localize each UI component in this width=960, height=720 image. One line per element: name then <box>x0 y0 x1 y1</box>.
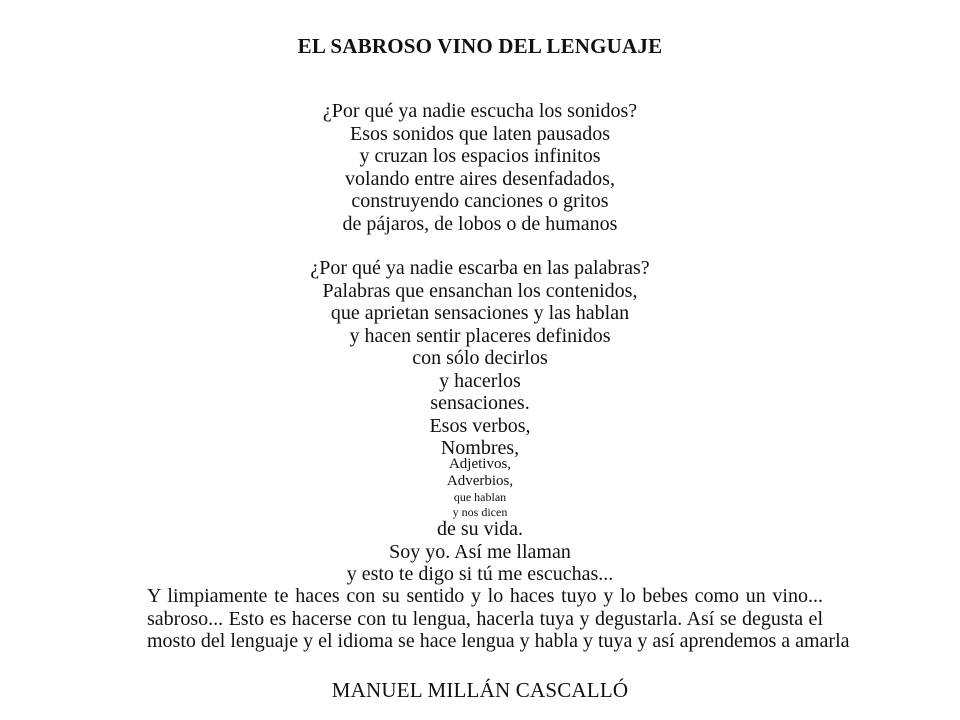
poem-line: que aprietan sensaciones y las hablan <box>330 302 630 324</box>
poem-line: Esos verbos, <box>429 414 531 437</box>
prose-line: Y limpiamente te haces con su sentido y lo haces tuyo y lo bebes como un vino... <box>147 585 823 607</box>
poem-line: construyendo canciones o gritos <box>351 190 609 212</box>
poem-line: de pájaros, de lobos o de humanos <box>342 212 618 235</box>
prose-line: sabroso... Esto es hacerse con tu lengua, hacerla tuya y degustarla. Así se degusta el <box>147 607 823 630</box>
poem-line: que hablan <box>453 490 507 504</box>
closing-lines <box>0 518 960 586</box>
poem-line: Nombres, <box>440 437 520 459</box>
stanza-2 <box>0 257 960 460</box>
poem-line: Adjetivos, <box>448 456 512 472</box>
shrinking-lines <box>0 456 960 520</box>
poem-line: Soy yo. Así me llaman <box>389 540 571 563</box>
poem-line: Esos sonidos que laten pausados <box>350 122 610 145</box>
poem-line: con sólo decirlos <box>412 347 548 369</box>
poem-line: y nos dicen <box>452 505 508 519</box>
poem-line: ¿Por qué ya nadie escucha los sonidos? <box>322 100 638 122</box>
prose-paragraph <box>147 585 850 653</box>
stanza-1 <box>0 100 960 235</box>
poem-line: y hacen sentir placeres definidos <box>349 324 611 347</box>
poem-line: y cruzan los espacios infinitos <box>359 145 601 167</box>
poem-line: y esto te digo si tú me escuchas... <box>346 563 614 585</box>
poem-line: ¿Por qué ya nadie escarba en las palabras? <box>310 257 650 279</box>
author-name: MANUEL MILLÁN CASCALLÓ <box>331 678 629 702</box>
poem-line: Palabras que ensanchan los contenidos, <box>322 279 638 302</box>
poem-line: Adverbios, <box>446 473 514 489</box>
poem-line: de su vida. <box>436 518 524 540</box>
poem-line: volando entre aires desenfadados, <box>345 167 615 190</box>
poem-line: sensaciones. <box>430 392 530 414</box>
prose-line: mosto del lenguaje y el idioma se hace lengua y habla y tuya y así aprendemos a amarla <box>147 630 850 652</box>
poem-line: y hacerlos <box>439 369 521 392</box>
poem-title: EL SABROSO VINO DEL LENGUAJE <box>297 34 663 58</box>
